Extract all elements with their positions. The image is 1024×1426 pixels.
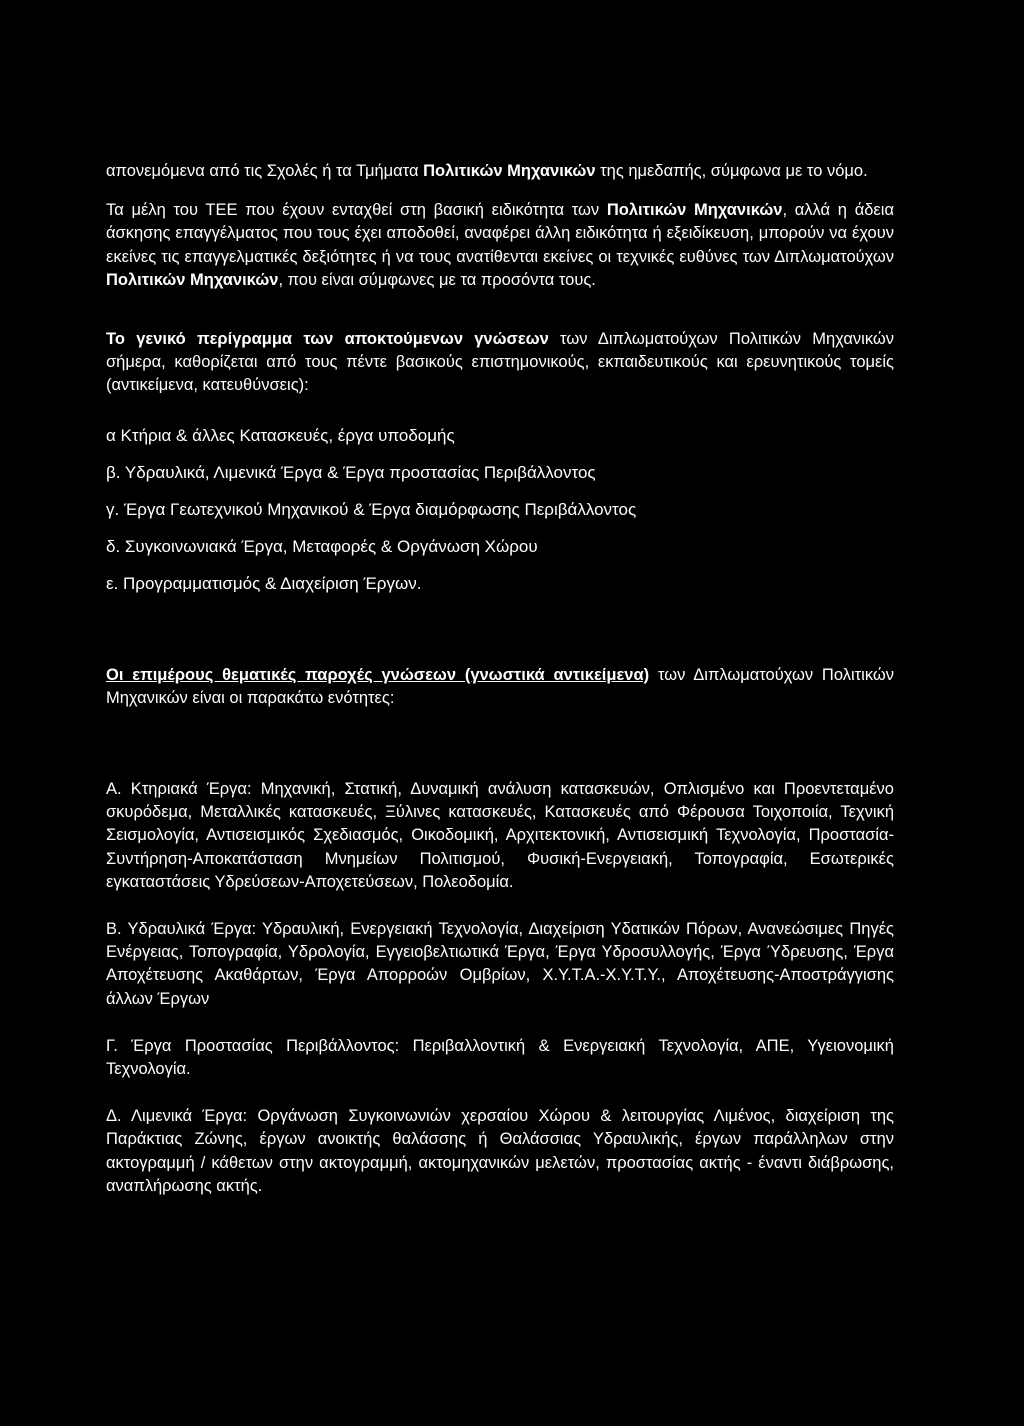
bold-term: Πολιτικών Μηχανικών (606, 201, 783, 220)
section-d-ports: Δ. Λιμενικά Έργα: Οργάνωση Συγκοινωνιών χερσαίου Χώρου & λειτουργίας Λιμένος, διαχείριση της Παράκτιας Ζώνης, έργων ανοικτής θαλάσσης ή Θαλάσσιας Υδραυλικής, έργων παράλληλων στην ακτογραμμή / κάθετων στην ακτογραμμή, ακτομηχανικών μελετών, προστασίας ακτής - έναντι διάβρωσης, αναπλήρωσης ακτής. (106, 1107, 894, 1195)
text: της ημεδαπής, σύμφωνα με το νόμο. (595, 162, 868, 180)
document-page (106, 160, 894, 1198)
text: Τα μέλη του ΤΕΕ που έχουν ενταχθεί στη βασική ειδικότητα των (106, 201, 607, 220)
list-item: γ. Έργα Γεωτεχνικού Μηχανικού & Έργα διαμόρφωσης Περιβάλλοντος (106, 500, 637, 520)
paragraph-general-outline (106, 328, 894, 398)
bold-heading: Το γενικό περίγραμμα των αποκτούμενων γνώσεων (106, 330, 549, 349)
text: των Διπλωματούχων Πολιτικών Μηχανικών είναι οι παρακάτω ενότητες: (106, 665, 894, 707)
list-item: β. Υδραυλικά, Λιμενικά Έργα & Έργα προστασίας Περιβάλλοντος (106, 462, 596, 482)
underlined-heading: Οι επιμέρους θεματικές παροχές γνώσεων (γνωστικά αντικείμενα) (106, 665, 650, 684)
text: , αλλά η άδεια άσκησης επαγγέλματος που τους έχει αποδοθεί, αναφέρει άλλη ειδικότητα ή εξειδίκευση, μπορούν να έχουν εκείνες τις επαγγελματικές δεξιότητες ή να τους ανατίθενται εκείνες οι τεχνικές ευθύνες των Διπλωματούχων (106, 201, 894, 266)
list-item: α Κτήρια & άλλες Κατασκευές, έργα υποδομής (106, 425, 455, 445)
text: των Διπλωματούχων Πολιτικών Μηχανικών σήμερα, καθορίζεται από τους πέντε βασικούς επιστημονικούς, εκπαιδευτικούς και ερευνητικούς τομείς (αντικείμενα, κατευθύνσεις): (106, 330, 895, 395)
paragraph-tee-members (106, 199, 894, 292)
section-b-hydraulics: Β. Υδραυλικά Έργα: Υδραυλική, Ενεργειακή Τεχνολογία, Διαχείριση Υδατικών Πόρων, Ανανεώσιμες Πηγές Ενέργειας, Τοπογραφία, Υδρολογία, Εγγειοβελτιωτικά Έργα, Έργα Υδροσυλλογής, Έργα Ύδρευσης, Έργα Αποχέτευσης Ακαθάρτων, Έργα Απορροών Ομβρίων, Χ.Υ.Τ.Α.-Χ.Υ.Τ.Υ., Αποχέτευσης-Αποστράγγισης άλλων Έργων (106, 920, 894, 1008)
text: , που είναι σύμφωνες με τα προσόντα τους. (278, 270, 596, 289)
paragraph-continuation (106, 160, 894, 183)
section-c-environment: Γ. Έργα Προστασίας Περιβάλλοντος: Περιβαλλοντική & Ενεργειακή Τεχνολογία, ΑΠΕ, Υγειονομική Τεχνολογία. (106, 1036, 894, 1079)
text: απονεμόμενα από τις Σχολές ή τα Τμήματα (106, 162, 424, 180)
paragraph-subject-areas (106, 664, 894, 710)
section-a-buildings: Α. Κτηριακά Έργα: Μηχανική, Στατική, Δυναμική ανάλυση κατασκευών, Οπλισμένο και Προεντεταμένο σκυρόδεμα, Μεταλλικές κατασκευές, Ξύλινες κατασκευές, Κατασκευές από Φέρουσα Τοιχοποιία, Τεχνική Σεισμολογία, Αντισεισμικός Σχεδιασμός, Οικοδομική, Αρχιτεκτονική, Αντισεισμική Τεχνολογία, Προστασία-Συντήρηση-Αποκατάσταση Μνημείων Πολιτισμού, Φυσική-Ενεργειακή, Τοπογραφία, Εσωτερικές εγκαταστάσεις Υδρεύσεων-Αποχετεύσεων, Πολεοδομία. (106, 780, 894, 891)
list-item: δ. Συγκοινωνιακά Έργα, Μεταφορές & Οργάνωση Χώρου (106, 537, 538, 557)
bold-term: Πολιτικών Μηχανικών (106, 270, 279, 289)
list-item: ε. Προγραμματισμός & Διαχείριση Έργων. (106, 574, 422, 594)
bold-term: Πολιτικών Μηχανικών (423, 162, 596, 180)
